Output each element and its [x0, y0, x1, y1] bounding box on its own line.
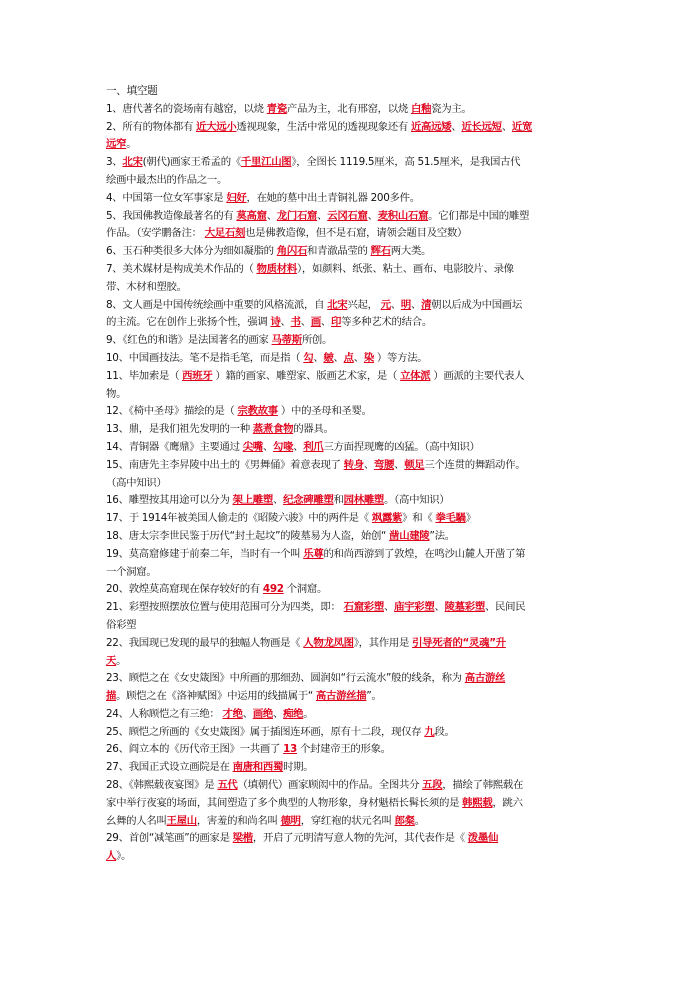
question-text: 12、《椅中圣母》描绘的是（ — [106, 405, 238, 418]
question-text: 、 — [262, 440, 273, 453]
question-text: 、 — [353, 351, 364, 364]
text-line — [106, 777, 592, 795]
question-text: 1、唐代著名的瓷场南有越窑，以烧 — [106, 102, 267, 115]
question-text: 带、木材和塑胶。 — [106, 280, 187, 293]
answer-text: 人物龙凤图 — [303, 636, 354, 649]
question-text: 24、人称顾恺之有三绝： — [106, 707, 223, 720]
question-text: 、 — [384, 601, 395, 614]
answer-text: 辉石 — [370, 245, 391, 258]
answer-text: 宗教故事 — [237, 405, 278, 418]
worksheet — [106, 83, 592, 866]
answer-text: 乐尊 — [303, 547, 324, 560]
text-line — [106, 154, 592, 172]
answer-text: 近大远小 — [196, 120, 237, 133]
question-text: 18、唐太宗李世民鉴于历代“封土起坟”的陵墓易为人盗，始创“ — [106, 529, 390, 542]
question-text: 。 — [126, 138, 137, 151]
answer-text: 染 — [363, 351, 374, 364]
question-text: 、 — [273, 494, 284, 507]
question-text: 4、中国第一位女军事家是 — [106, 191, 227, 204]
answer-text: 云冈石窟 — [327, 209, 368, 222]
question-text: 一个洞窟。 — [106, 565, 157, 578]
answer-text: 高古游丝 — [464, 672, 506, 685]
text-line — [106, 457, 592, 475]
answer-text: 泼墨仙 — [467, 832, 499, 845]
answer-text: 凿山建陵 — [389, 529, 430, 542]
question-text: 29、首创“减笔画”的画家是 — [106, 832, 233, 845]
answer-text: 492 — [262, 583, 284, 596]
question-text: 三个连贯的舞蹈动作。 — [424, 458, 526, 471]
question-text: 俗彩塑 — [106, 618, 137, 631]
answer-text: 九 — [424, 725, 435, 738]
question-text: 、 — [390, 298, 401, 311]
question-text: 、 — [313, 351, 324, 364]
question-text: 、 — [293, 440, 304, 453]
text-line — [106, 653, 592, 671]
question-text: ，害羞的和尚名叫 — [196, 814, 281, 827]
question-text: 两大类。 — [390, 245, 432, 258]
question-text: 、 — [410, 298, 422, 311]
question-text: 、 — [333, 351, 344, 364]
answer-text: 人 — [106, 850, 117, 863]
answer-text: 莫高窟 — [236, 209, 267, 222]
text-line — [106, 617, 592, 635]
answer-text: 妇好 — [226, 191, 247, 204]
question-text: 个封建帝王的形象。 — [296, 743, 391, 756]
answer-text: 马蒂斯 — [271, 334, 302, 347]
text-line — [106, 581, 592, 599]
text-line — [106, 848, 592, 866]
question-text: 、 — [242, 707, 253, 720]
answer-text: 近宽 — [511, 120, 533, 133]
answer-text: 印 — [331, 316, 342, 329]
question-text: ，描绘了韩熙载在 — [442, 779, 524, 792]
question-text: 19、莫高窟修建于前秦二年，当时有一个叫 — [106, 547, 304, 560]
text-line — [106, 332, 592, 350]
question-text: 15、南唐先主李昇陵中出土的《男舞俑》着意表现了 — [106, 458, 344, 471]
question-lines — [106, 101, 592, 866]
text-line — [106, 386, 592, 404]
question-text: ，跳六 — [492, 796, 523, 809]
question-text: （填朝代）画家顾闳中的作品。全图共分 — [237, 779, 423, 792]
answer-text: 画绝 — [252, 707, 273, 720]
answer-text: 飒露紫 — [371, 512, 403, 525]
text-line — [106, 403, 592, 421]
text-line — [106, 830, 592, 848]
question-text: 产品为主，北有邢窑，以烧 — [286, 102, 411, 115]
question-text: 3、 — [106, 156, 123, 169]
text-line — [106, 688, 592, 706]
answer-text: 韩熙载 — [462, 796, 493, 809]
question-text: 。 — [116, 654, 127, 667]
question-text: 》，全图长 1119.5厘米，高 51.5厘米，是我国古代 — [291, 156, 521, 169]
question-text: 物。 — [106, 387, 127, 400]
question-text: 11、毕加索是（ — [106, 369, 183, 382]
question-text: 、 — [317, 209, 328, 222]
question-text: 17、于 1914年被美国人偷走的《昭陵六骏》中的两件是《 — [106, 512, 372, 525]
question-text: 》 — [465, 512, 476, 525]
answer-text: 天 — [106, 654, 117, 667]
question-text: 13、鼎，是我们祖先发明的一种 — [106, 423, 253, 436]
answer-text: 立体派 — [400, 369, 431, 382]
text-line — [106, 546, 592, 564]
question-text: ）中的圣母和圣婴。 — [277, 405, 372, 418]
question-text: ），如颜料、纸张、粘土、画布、电影胶片、录像 — [296, 262, 514, 275]
question-text: 。（高中知识） — [384, 494, 450, 507]
question-text: 、 — [367, 209, 378, 222]
answer-text: 近高远矮 — [410, 120, 452, 133]
answer-text: 尖嘴 — [242, 440, 263, 453]
answer-text: 庙宇彩塑 — [394, 601, 435, 614]
text-line — [106, 119, 592, 137]
question-text: 14、青铜器《鹰鼎》主要通过 — [106, 440, 243, 453]
text-line — [106, 368, 592, 386]
question-text: 作品。（安学鹏备注： — [106, 227, 205, 240]
answer-text: 描 — [106, 690, 117, 703]
question-text: 7、美术媒材是构成美术作品的（ — [106, 262, 257, 275]
answer-text: 架上雕塑 — [232, 494, 273, 507]
question-text: 和青澈晶莹的 — [307, 245, 371, 258]
question-text: ”。 — [366, 690, 382, 703]
question-text: 绘画中最杰出的作品之一。 — [106, 173, 228, 186]
question-text: 、 — [266, 209, 277, 222]
text-line — [106, 795, 592, 813]
question-text: 、 — [280, 316, 291, 329]
answer-text: 德明 — [280, 814, 301, 827]
question-text: 也是佛教造像，但不是石窟，请领会题目及空数） — [245, 227, 468, 240]
answer-text: 陵墓彩塑 — [444, 601, 485, 614]
text-line — [106, 670, 592, 688]
question-text: 16、雕塑按其用途可以分为 — [106, 494, 233, 507]
answer-text: 元 — [380, 298, 391, 311]
question-text: 、 — [273, 707, 284, 720]
answer-text: 梁楷 — [232, 832, 253, 845]
answer-text: 顿足 — [404, 458, 425, 471]
text-line — [106, 635, 592, 653]
question-text: 》。 — [116, 850, 132, 863]
text-line — [106, 314, 592, 332]
question-text: 、 — [434, 601, 445, 614]
question-text: 、 — [501, 120, 512, 133]
question-text: 瓷为主。 — [431, 102, 472, 115]
text-line — [106, 136, 592, 154]
answer-text: 皴 — [323, 351, 334, 364]
question-text: 的器具。 — [293, 423, 334, 436]
question-text: ，穿红袍的状元名叫 — [300, 814, 395, 827]
question-text: 兴起， — [347, 298, 381, 311]
answer-text: 转身 — [343, 458, 364, 471]
question-text: 透视现象，生活中常见的透视现象还有 — [236, 120, 411, 133]
question-text: 》和《 — [402, 512, 436, 525]
question-text: （高中知识） — [106, 476, 167, 489]
question-text: 。 — [414, 814, 425, 827]
question-text: 27、我国正式设立画院是在 — [106, 761, 233, 774]
question-text: 21、彩塑按照摆放位置与使用范围可分为四类，即： — [106, 601, 344, 614]
question-text: 、 — [300, 316, 311, 329]
question-text: 23、顾恺之在《女史箴图》中所画的那细劲、圆润如“行云流水”般的线条，称为 — [106, 672, 465, 685]
text-line — [106, 225, 592, 243]
text-line — [106, 421, 592, 439]
question-text: 5、我国佛教造像最著名的有 — [106, 209, 237, 222]
text-line — [106, 528, 592, 546]
question-text: 的主流。它在创作上张扬个性，强调 — [106, 316, 271, 329]
question-text: 22、我国现已发现的最早的独幅人物画是《 — [106, 636, 304, 649]
answer-text: 拳毛騧 — [435, 512, 466, 525]
answer-text: 南唐和西蜀 — [232, 761, 284, 774]
answer-text: 园林雕塑 — [343, 494, 385, 507]
question-text: 9、《红色的和谐》是法国著名的画家 — [106, 334, 272, 347]
answer-text: 大足石刻 — [204, 227, 246, 240]
text-line — [106, 741, 592, 759]
text-line — [106, 510, 592, 528]
answer-text: 五代 — [217, 779, 238, 792]
question-text: 朝以后成为中国画坛 — [431, 298, 522, 311]
answer-text: 纪念碑雕塑 — [283, 494, 334, 507]
question-text: 和 — [333, 494, 344, 507]
question-text: 。顾恺之在《洛神赋图》中运用的线描属于“ — [116, 690, 316, 703]
answer-text: 点 — [343, 351, 354, 364]
answer-text: 勾 — [303, 351, 314, 364]
question-text: 28、《韩熙载夜宴图》是 — [106, 779, 218, 792]
answer-text: 痴绝 — [283, 707, 304, 720]
text-line — [106, 813, 592, 831]
question-text: ）画派的主要代表人 — [430, 369, 525, 382]
question-text: 10、中国画技法。笔不是指毛笔，而是指（ — [106, 351, 304, 364]
answer-text: 龙门石窟 — [276, 209, 318, 222]
question-text: 个洞窟。 — [283, 583, 328, 596]
question-text: 6、玉石种类很多大体分为细如凝脂的 — [106, 245, 277, 258]
question-text: 、 — [320, 316, 332, 329]
answer-text: 角闪石 — [276, 245, 308, 258]
text-line — [106, 101, 592, 119]
question-text: 的和尚西游到了敦煌，在鸣沙山麓人开凿了第 — [323, 547, 526, 560]
answer-text: 近长远短 — [461, 120, 502, 133]
question-text: 8、文人画是中国传统绘画中重要的风格流派，自 — [106, 298, 328, 311]
answer-text: 五段 — [422, 779, 443, 792]
question-text: 。 — [303, 707, 314, 720]
answer-text: 北宋 — [327, 298, 348, 311]
answer-text: 弯腰 — [373, 458, 395, 471]
question-text: 、 — [394, 458, 405, 471]
text-line — [106, 564, 592, 582]
answer-text: 物质材料 — [256, 262, 297, 275]
question-text: (朝代)画家王希孟的《 — [142, 156, 241, 169]
text-line — [106, 208, 592, 226]
answer-text: 西班牙 — [182, 369, 213, 382]
question-text: 、民间民 — [484, 601, 526, 614]
text-line — [106, 190, 592, 208]
question-text: 26、阎立本的《历代帝王图》一共画了 — [106, 743, 284, 756]
answer-text: 引导死者的“灵魂”升 — [412, 636, 506, 649]
text-line — [106, 492, 592, 510]
answer-text: 王屋山 — [166, 814, 197, 827]
text-line — [106, 724, 592, 742]
text-line — [106, 599, 592, 617]
answer-text: 高古游丝描 — [315, 690, 367, 703]
answer-text: 蒸煮食物 — [252, 423, 294, 436]
answer-text: 才绝 — [222, 707, 243, 720]
answer-text: 明 — [400, 298, 411, 311]
question-text: 家中举行夜宴的场面，其间塑造了多个典型的人物形象，身材魁梧长髯长须的是 — [106, 796, 463, 809]
answer-text: 白釉 — [410, 102, 432, 115]
answer-text: 麦积山石窟 — [377, 209, 429, 222]
answer-text: 石窟彩塑 — [343, 601, 384, 614]
text-line — [106, 279, 592, 297]
text-line — [106, 297, 592, 315]
question-text: 时期。 — [283, 761, 314, 774]
text-line — [106, 439, 592, 457]
question-text: 》，其作用是 — [353, 636, 413, 649]
question-text: 所创。 — [301, 334, 333, 347]
text-line — [106, 261, 592, 279]
text-line — [106, 475, 592, 493]
question-text: ”法。 — [429, 529, 455, 542]
answer-text: 北宋 — [122, 156, 143, 169]
text-line — [106, 243, 592, 261]
answer-text: 书 — [290, 316, 301, 329]
answer-text: 勾喙 — [273, 440, 294, 453]
question-text: 三方面捏现鹰的凶猛。（高中知识） — [323, 440, 480, 453]
answer-text: 青瓷 — [266, 102, 287, 115]
question-text: 幺舞的人名叫 — [106, 814, 167, 827]
answer-text: 画 — [310, 316, 321, 329]
question-text: ）等方法。 — [373, 351, 428, 364]
question-text: ）籍的画家、雕塑家、版画艺术家，是（ — [212, 369, 401, 382]
question-text: 20、敦煌莫高窟现在保存较好的有 — [106, 583, 263, 596]
question-text: ，在她的墓中出土青铜礼器 200多件。 — [246, 191, 420, 204]
text-line — [106, 350, 592, 368]
question-text: 25、顾恺之所画的《女史箴图》属于插图连环画，原有十二段，现仅存 — [106, 725, 425, 738]
question-text: 、 — [451, 120, 462, 133]
question-text: 。它们都是中国的雕塑 — [428, 209, 530, 222]
text-line — [106, 172, 592, 190]
answer-text: 千里江山图 — [240, 156, 292, 169]
answer-text: 郎粲 — [394, 814, 415, 827]
question-text: 段。 — [434, 725, 455, 738]
question-text: 2、所有的物体都有 — [106, 120, 197, 133]
text-line — [106, 706, 592, 724]
answer-text: 清 — [421, 298, 432, 311]
question-text: ，开启了元明清写意人物的先河，其代表作是《 — [252, 832, 468, 845]
answer-text: 利爪 — [303, 440, 324, 453]
answer-text: 13 — [283, 743, 297, 756]
question-text: 、 — [363, 458, 374, 471]
question-text: 等多种艺术的结合。 — [341, 316, 432, 329]
answer-text: 诗 — [270, 316, 281, 329]
section-heading: 一、填空题 — [106, 85, 158, 97]
answer-text: 远窄 — [106, 138, 127, 151]
text-line — [106, 759, 592, 777]
